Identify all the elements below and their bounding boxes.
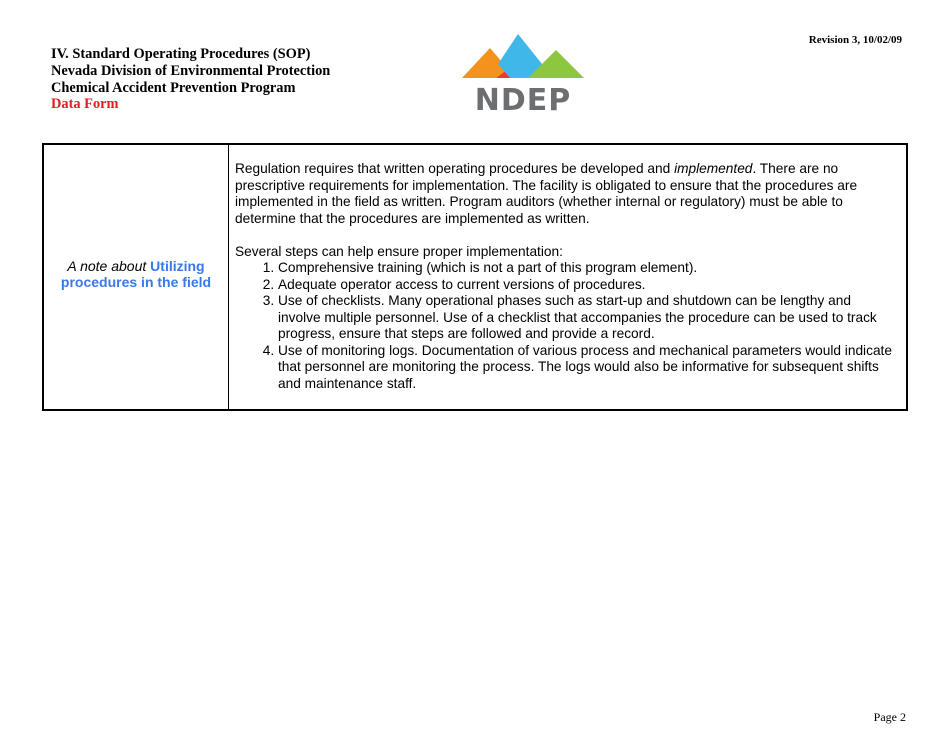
list-item: 2. Adequate operator access to current versions of procedures. — [278, 277, 896, 294]
document-header — [51, 46, 330, 113]
paragraph-emphasis: implemented — [674, 161, 753, 176]
logo-text: NDEP — [474, 83, 572, 118]
note-label: A note about — [67, 257, 147, 274]
steps-list — [235, 260, 896, 392]
description-cell — [229, 145, 906, 409]
paragraph-text: . There are no prescriptive requirements for implementation. The facility is obligated to ensure that the procedures are implemented in the field as written. Program auditors (whether internal or regulatory) must be able to determine that the procedures are implemented as written. — [235, 161, 858, 226]
header-data-form: Data Form — [51, 96, 119, 113]
revision-label: Revision 3, 10/02/09 — [808, 34, 902, 46]
header-sop-title: IV. Standard Operating Procedures (SOP) — [51, 46, 311, 62]
paragraph-steps-intro: Several steps can help ensure proper implementation: — [235, 243, 563, 259]
ndep-logo — [462, 34, 584, 120]
list-item: 4. Use of monitoring logs. Documentation of various process and mechanical parameters would indicate that personnel are monitoring the process. The logs would also be informative for subsequent shifts and maintenance staff. — [278, 343, 896, 393]
topic-title: Utilizing procedures in the field — [60, 257, 212, 290]
list-item: 3. Use of checklists. Many operational phases such as start-up and shutdown can be lengthy and involve multiple personnel. Use of a checklist that accompanies the procedure can be used to track progress, ensure that steps are followed and provide a record. — [278, 293, 896, 343]
list-item: 1. Comprehensive training (which is not a part of this program element). — [278, 260, 896, 277]
paragraph-text: Regulation requires that written operating procedures be developed and — [235, 161, 675, 176]
header-agency: Nevada Division of Environmental Protection — [51, 62, 331, 79]
header-program: Chemical Accident Prevention Program — [51, 79, 296, 96]
paragraph-regulation — [235, 161, 896, 227]
topic-cell — [44, 145, 229, 409]
mountain-logo-icon — [462, 34, 584, 90]
content-table — [42, 143, 908, 411]
page-number: Page 2 — [873, 710, 906, 724]
